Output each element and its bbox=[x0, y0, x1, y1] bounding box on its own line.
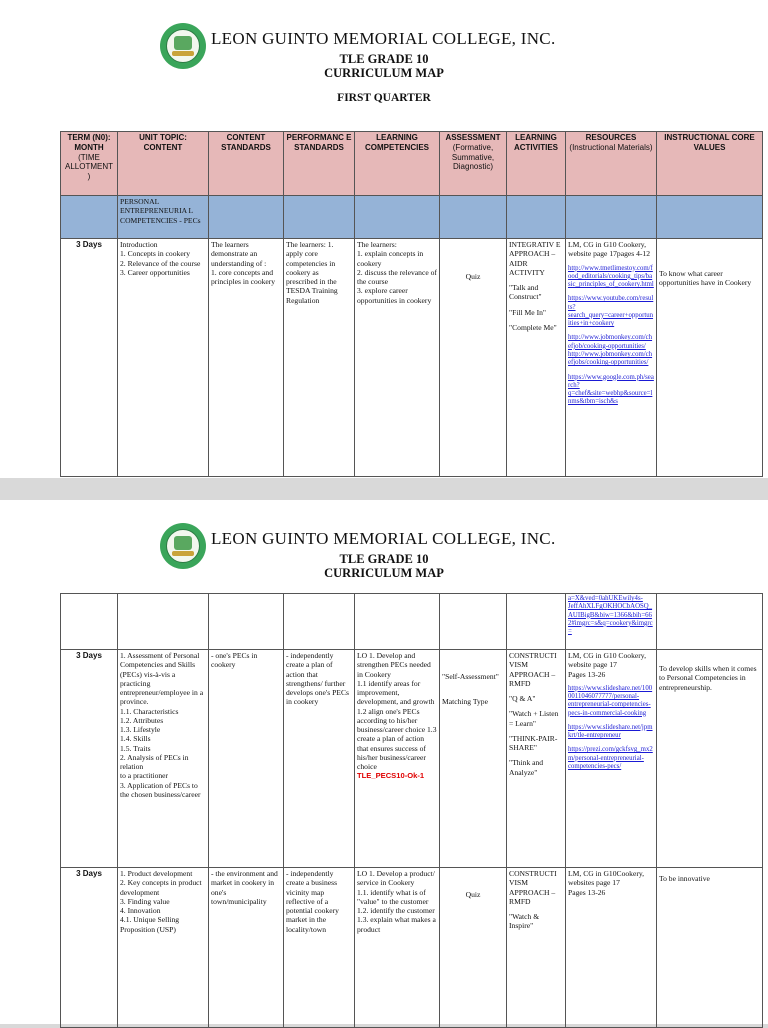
assessment: Quiz bbox=[440, 868, 507, 1028]
unit-topic: 1. Assessment of Personal Competencies and Skills (PECs) vis-à-vis a practicing entrepreneur/employee in a province. 1.1. Characteristics 1.2. Attributes 1.3. Lifestyle 1.4. Skills 1.5. Traits 2. Analysis of PECs in relation to a practitioner 3. Application of PECs to the chosen business/career bbox=[118, 650, 209, 868]
competency-code: TLE_PECS10-Ok-1 bbox=[357, 771, 425, 781]
learning-activities: CONSTRUCTI VISM APPROACH – RMFD "Q & A" "Watch + Listen = Learn" "THINK-PAIR-SHARE" "Think and Analyze" bbox=[507, 650, 566, 868]
col-performance: PERFORMANC E STANDARDS bbox=[284, 132, 355, 196]
grade-title: TLE GRADE 10 bbox=[339, 552, 429, 566]
col-content: CONTENT STANDARDS bbox=[209, 132, 284, 196]
core-values: To be innovative bbox=[657, 868, 763, 1028]
resources bbox=[566, 594, 657, 650]
resources: LM, CG in G10 Cookery, website page 17 Pages 13-26 https://www.slideshare.net/1000011046077777/personal-entrepreneurial-competencies-pecs-in-commercial-cooking https://www.slideshare.net/jpmkrt/tle-entrepreneur https://prezi.com/gckfsvg_mx2m/personal-entrepreneurial-competencies-pecs/ bbox=[566, 650, 657, 868]
time-allotment: 3 Days bbox=[61, 239, 118, 477]
col-assessment: ASSESSMENT (Formative, Summative, Diagnostic) bbox=[440, 132, 507, 196]
resource-link[interactable]: https://www.youtube.com/results?search_query=career+opportunities+in+cookery bbox=[568, 295, 654, 328]
performance-standard: - independently create a business vicinity map reflective of a potential cookery market in the locality/town bbox=[284, 868, 355, 1028]
table-row bbox=[61, 594, 763, 650]
table-row bbox=[61, 239, 763, 477]
assessment: "Self-Assessment" Matching Type bbox=[440, 650, 507, 868]
resources: LM, CG in G10 Cookery, website page 17pages 4-12 http://www.tmetlimestoy.com/food_editorials/cooking_tips/basic_principles_of_cookery.html https://www.youtube.com/results?search_query=career+opportunities+in+cookery http://www.jobmonkey.com/chefjob/cooking-opportunities/ http://www.jobmonkey.com/chefjobs/cooking-opportunities/ https://www.google.com.ph/search?q=chef&site=webhp&source=lnms&tbm=isch&s bbox=[566, 239, 657, 477]
col-activities: LEARNING ACTIVITIES bbox=[507, 132, 566, 196]
college-name: LEON GUINTO MEMORIAL COLLEGE, INC. bbox=[211, 529, 556, 548]
resource-link[interactable]: a=X&ved=0ahUKEwily4s-JeffAhXLFgOKHOCbAOSQ_AUIBigB&biw=1366&bih=662#imgrc=s&q=cookery&imgrc= bbox=[568, 595, 653, 636]
resource-link[interactable]: https://www.slideshare.net/jpmkrt/tle-entrepreneur bbox=[568, 723, 653, 740]
table-row bbox=[61, 650, 763, 868]
col-learning: LEARNING COMPETENCIES bbox=[355, 132, 440, 196]
page-1 bbox=[0, 0, 768, 478]
content-standard: - one's PECs in cookery bbox=[209, 650, 284, 868]
unit-topic: 1. Product development 2. Key concepts in product development 3. Finding value 4. Innovation 4.1. Unique Selling Proposition (USP) bbox=[118, 868, 209, 1028]
resource-link[interactable]: http://www.jobmonkey.com/chefjob/cooking-opportunities/ http://www.jobmonkey.com/chefjobs/cooking-opportunities/ bbox=[568, 334, 653, 367]
section-row bbox=[61, 196, 763, 239]
table-row bbox=[61, 868, 763, 1028]
content-standard: - the environment and market in cookery in one's town/municipality bbox=[209, 868, 284, 1028]
learning-competency: LO 1. Develop a product/ service in Cookery 1.1. identify what is of "value" to the customer 1.2. identify the customer 1.3. explain what makes a product bbox=[355, 868, 440, 1028]
learning-activities: CONSTRUCTI VISM APPROACH – RMFD "Watch & Inspire" bbox=[507, 868, 566, 1028]
section-label: PERSONAL ENTREPRENEURIA L COMPETENCIES - PECs bbox=[118, 196, 209, 239]
time-allotment: 3 Days bbox=[61, 868, 118, 1028]
document-title: CURRICULUM MAP bbox=[324, 66, 444, 80]
resource-link[interactable]: https://www.google.com.ph/search?q=chef&site=webhp&source=lnms&tbm=isch&s bbox=[568, 373, 654, 406]
learning-activities: INTEGRATIV E APPROACH – AIDR ACTIVITY "Talk and Construct" "Fill Me In" "Complete Me" bbox=[507, 239, 566, 477]
page-2 bbox=[0, 500, 768, 1024]
table-header-row bbox=[61, 132, 763, 196]
curriculum-table-1 bbox=[60, 131, 763, 477]
resources: LM, CG in G10Cookery, websites page 17 Pages 13-26 bbox=[566, 868, 657, 1028]
core-values: To know what career opportunities have in Cookery bbox=[657, 239, 763, 477]
time-allotment: 3 Days bbox=[61, 650, 118, 868]
content-standard: The learners demonstrate an understanding of : 1. core concepts and principles in cookery bbox=[209, 239, 284, 477]
college-name: LEON GUINTO MEMORIAL COLLEGE, INC. bbox=[211, 29, 556, 48]
curriculum-table-2 bbox=[60, 593, 763, 1028]
unit-topic: Introduction 1. Concepts in cookery 2. Relevance of the course 3. Career opportunities bbox=[118, 239, 209, 477]
col-resources: RESOURCES (Instructional Materials) bbox=[566, 132, 657, 196]
learning-competency: The learners: 1. explain concepts in cookery 2. discuss the relevance of the course 3. explore career opportunities in cookery bbox=[355, 239, 440, 477]
quarter-label: FIRST QUARTER bbox=[337, 92, 431, 104]
core-values: To develop skills when it comes to Personal Competencies in entrepreneurship. bbox=[657, 650, 763, 868]
col-values: INSTRUCTIONAL CORE VALUES bbox=[657, 132, 763, 196]
col-unit: UNIT TOPIC: CONTENT bbox=[118, 132, 209, 196]
resource-link[interactable]: https://www.slideshare.net/1000011046077777/personal-entrepreneurial-competencies-pecs-in-commercial-cooking bbox=[568, 684, 653, 717]
performance-standard: - independently create a plan of action that strengthens/ further develops one's PECs in cookery bbox=[284, 650, 355, 868]
resource-link[interactable]: http://www.tmetlimestoy.com/food_editorials/cooking_tips/basic_principles_of_cookery.html bbox=[568, 264, 654, 289]
performance-standard: The learners: 1. apply core competencies in cookery as prescribed in the TESDA Training Regulation bbox=[284, 239, 355, 477]
assessment: Quiz bbox=[440, 239, 507, 477]
document-title: CURRICULUM MAP bbox=[324, 566, 444, 580]
learning-competency: LO 1. Develop and strengthen PECs needed in Cookery 1.1 identify areas for improvement, development, and growth 1.2 align one's PECs according to his/her business/career choice 1.3 create a plan of action that ensures success of his/her business/career choice TLE_PECS10-Ok-1 bbox=[355, 650, 440, 868]
grade-title: TLE GRADE 10 bbox=[339, 52, 429, 66]
resource-link[interactable]: https://prezi.com/gckfsvg_mx2m/personal-entrepreneurial-competencies-pecs/ bbox=[568, 746, 653, 770]
col-term: TERM (N0): MONTH (TIME ALLOTMENT ) bbox=[61, 132, 118, 196]
